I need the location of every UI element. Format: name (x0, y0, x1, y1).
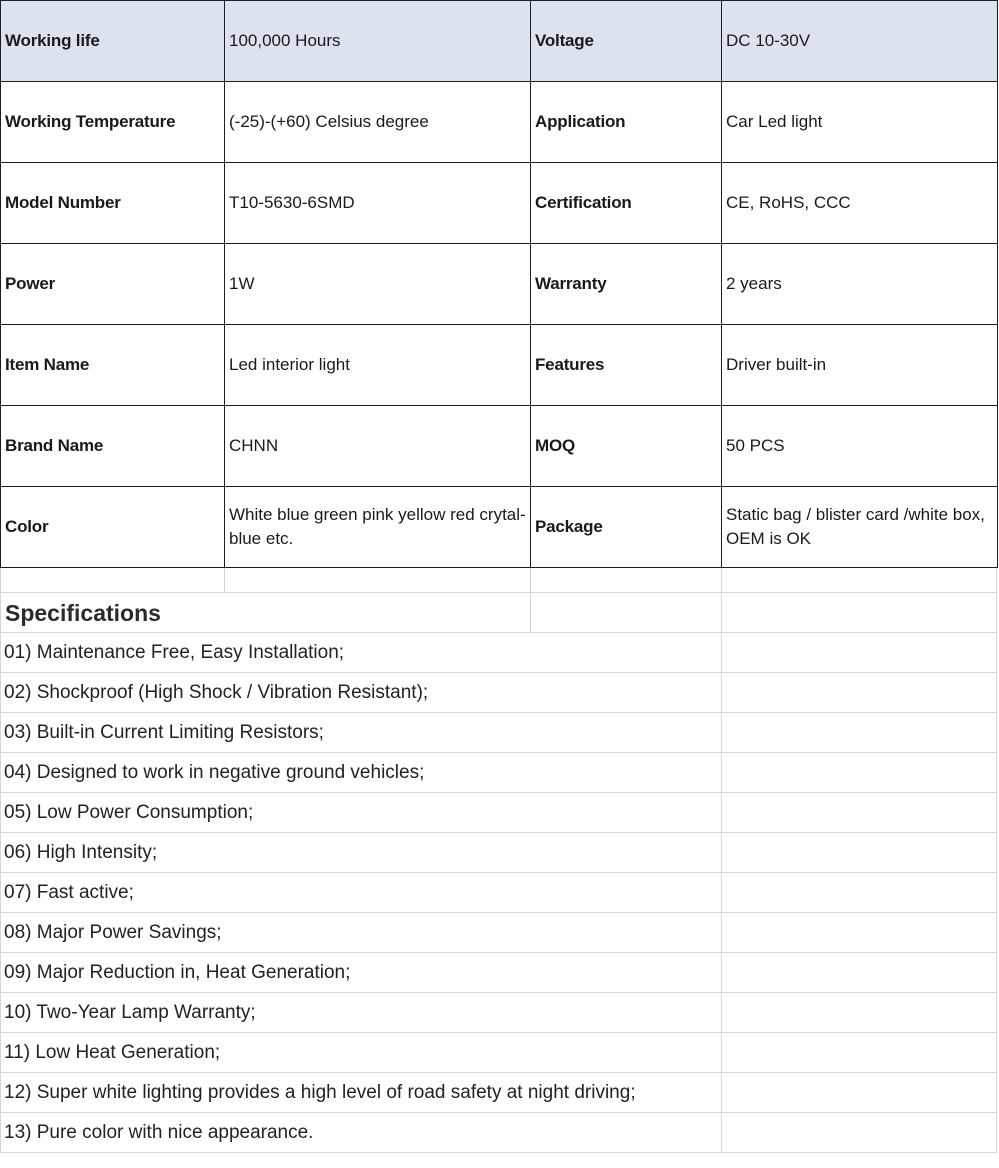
param-value: Led interior light (225, 325, 531, 406)
param-value: Car Led light (722, 82, 998, 163)
list-item (0, 633, 997, 673)
grid-line (0, 793, 1, 832)
param-row (1, 244, 998, 325)
grid-line (996, 753, 997, 792)
param-label: Power (1, 244, 225, 325)
list-item (0, 833, 997, 873)
spec-item-text: 10) Two-Year Lamp Warranty; (4, 1002, 256, 1023)
grid-line (996, 993, 997, 1032)
param-value: CHNN (225, 406, 531, 487)
grid-line (721, 593, 722, 632)
list-item (0, 713, 997, 753)
grid-line (0, 953, 1, 992)
list-item (0, 953, 997, 993)
param-label: MOQ (531, 406, 722, 487)
param-value: 100,000 Hours (225, 1, 531, 82)
spec-item-text: 12) Super white lighting provides a high level of road safety at night driving; (4, 1082, 636, 1103)
spec-item-text: 11) Low Heat Generation; (4, 1042, 221, 1063)
grid-line (721, 633, 722, 672)
param-label: Application (531, 82, 722, 163)
grid-line (224, 568, 225, 592)
spec-item-text: 09) Major Reduction in, Heat Generation; (4, 962, 351, 983)
specifications-title: Specifications (5, 600, 161, 626)
param-label: Model Number (1, 163, 225, 244)
grid-line (0, 593, 1, 632)
specifications-list (0, 633, 997, 1153)
spec-item-text: 04) Designed to work in negative ground vehicles; (4, 762, 425, 783)
grid-line (530, 568, 531, 592)
param-row (1, 487, 998, 568)
grid-line (721, 1033, 722, 1072)
grid-line (721, 913, 722, 952)
param-value: 50 PCS (722, 406, 998, 487)
grid-line (996, 673, 997, 712)
param-label: Voltage (531, 1, 722, 82)
list-item (0, 673, 997, 713)
grid-line (0, 913, 1, 952)
param-value: White blue green pink yellow red crytal-blue etc. (225, 487, 531, 568)
grid-line (0, 833, 1, 872)
grid-line (996, 633, 997, 672)
grid-line (0, 1113, 1, 1152)
param-row (1, 325, 998, 406)
grid-line (996, 953, 997, 992)
grid-line (721, 833, 722, 872)
grid-line (0, 873, 1, 912)
grid-line (0, 673, 1, 712)
grid-line (996, 913, 997, 952)
param-row (1, 82, 998, 163)
grid-line (721, 793, 722, 832)
param-label: Features (531, 325, 722, 406)
param-value: T10-5630-6SMD (225, 163, 531, 244)
grid-line (0, 1073, 1, 1112)
param-value: 2 years (722, 244, 998, 325)
param-label: Working Temperature (1, 82, 225, 163)
grid-line (721, 673, 722, 712)
list-item (0, 913, 997, 953)
grid-line (0, 993, 1, 1032)
spec-item-text: 02) Shockproof (High Shock / Vibration Resistant); (4, 682, 429, 703)
grid-line (996, 1113, 997, 1152)
grid-line (721, 1113, 722, 1152)
list-item (0, 1033, 997, 1073)
grid-line (0, 1033, 1, 1072)
spec-item-text: 06) High Intensity; (4, 842, 158, 863)
parameter-table (0, 0, 998, 568)
grid-line (0, 633, 1, 672)
grid-line (0, 713, 1, 752)
param-value: CE, RoHS, CCC (722, 163, 998, 244)
list-item (0, 793, 997, 833)
list-item (0, 1073, 997, 1113)
grid-line (996, 713, 997, 752)
grid-line (996, 1033, 997, 1072)
grid-line (721, 993, 722, 1032)
grid-line (0, 568, 1, 592)
specifications-header (0, 593, 997, 633)
param-label: Item Name (1, 325, 225, 406)
param-row (1, 163, 998, 244)
grid-line (996, 1073, 997, 1112)
param-label: Certification (531, 163, 722, 244)
param-value: (-25)-(+60) Celsius degree (225, 82, 531, 163)
param-row (1, 406, 998, 487)
spec-item-text: 01) Maintenance Free, Easy Installation; (4, 642, 345, 663)
param-label: Color (1, 487, 225, 568)
param-value: DC 10-30V (722, 1, 998, 82)
grid-line (721, 873, 722, 912)
param-label: Package (531, 487, 722, 568)
grid-line (996, 793, 997, 832)
grid-line (996, 873, 997, 912)
spec-item-text: 13) Pure color with nice appearance. (4, 1122, 314, 1143)
spec-item-text: 07) Fast active; (4, 882, 134, 903)
spec-item-text: 03) Built-in Current Limiting Resistors; (4, 722, 324, 743)
grid-line (996, 593, 997, 632)
grid-line (721, 713, 722, 752)
spacer-row (0, 568, 997, 593)
spec-item-text: 05) Low Power Consumption; (4, 802, 254, 823)
grid-line (530, 593, 531, 632)
grid-line (721, 753, 722, 792)
grid-line (0, 753, 1, 792)
param-label: Brand Name (1, 406, 225, 487)
param-label: Working life (1, 1, 225, 82)
grid-line (996, 568, 997, 592)
grid-line (996, 833, 997, 872)
param-label: Warranty (531, 244, 722, 325)
grid-line (721, 1073, 722, 1112)
param-value: 1W (225, 244, 531, 325)
grid-line (721, 953, 722, 992)
spec-item-text: 08) Major Power Savings; (4, 922, 222, 943)
list-item (0, 993, 997, 1033)
param-value: Static bag / blister card /white box, OEM is OK (722, 487, 998, 568)
param-row (1, 1, 998, 82)
list-item (0, 873, 997, 913)
param-value: Driver built-in (722, 325, 998, 406)
list-item (0, 753, 997, 793)
grid-line (721, 568, 722, 592)
list-item (0, 1113, 997, 1153)
